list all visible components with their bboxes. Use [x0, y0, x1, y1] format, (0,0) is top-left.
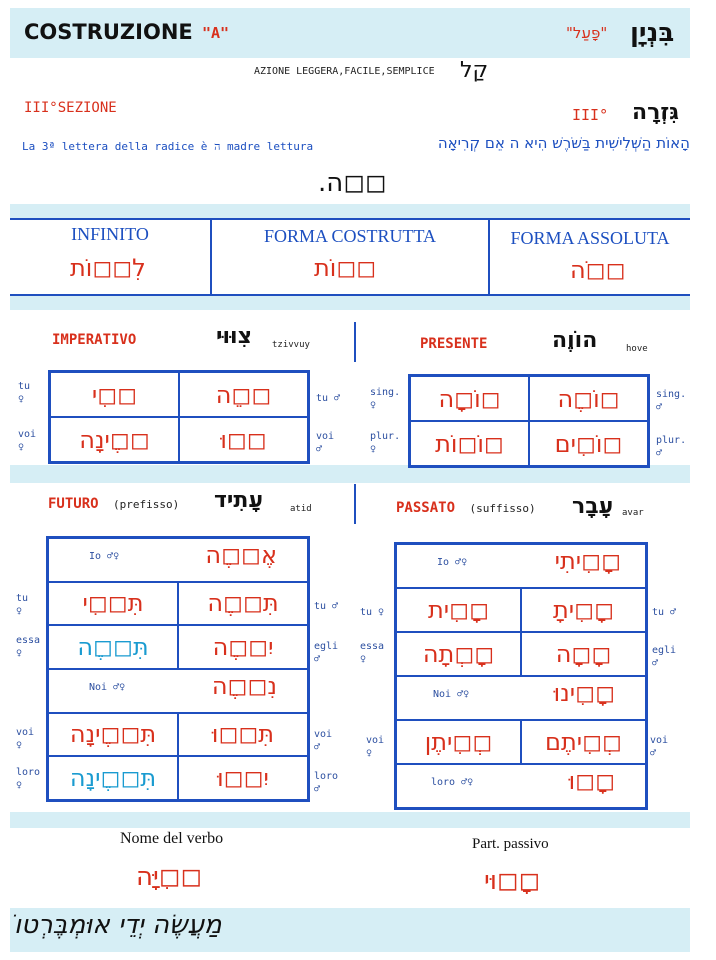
future-subtitle: (prefisso): [113, 498, 180, 511]
infinitive-label: INFINITO: [71, 224, 149, 244]
side-label: plur. ♂: [656, 435, 687, 459]
side-label: egli ♂: [652, 645, 677, 669]
side-label: plur. ♀: [370, 431, 401, 455]
side-label: sing. ♂: [656, 389, 687, 413]
side-label: voi ♀: [18, 429, 37, 453]
construct-form: ◻◻וֹת: [314, 254, 377, 282]
divider-line: [354, 322, 356, 362]
pael-label: "פָּעַל": [566, 24, 608, 42]
binyan-title: בִּנְיָן: [630, 18, 675, 48]
gizra-number: III°: [572, 106, 609, 124]
imperative-cell: ◻◻ִי: [50, 372, 179, 417]
absolute-form: ◻◻ֹה: [570, 256, 626, 284]
future-noi-row: [48, 669, 308, 713]
side-label: voi ♀: [366, 735, 385, 759]
past-subtitle: (suffisso): [469, 502, 536, 515]
past-io-label: Io ♂♀: [437, 557, 468, 568]
past-translit: avar: [622, 508, 644, 518]
construct-label: FORMA COSTRUTTA: [263, 226, 437, 246]
page-title: COSTRUZIONE: [24, 20, 193, 44]
side-label: tu ♀: [16, 593, 29, 617]
infinitive-form: לִ◻◻וֹת: [70, 254, 146, 282]
future-cell: תִּ◻◻ֶינָה: [48, 713, 178, 757]
side-label: tu ♀: [360, 607, 385, 618]
side-label: loro ♂: [314, 771, 339, 795]
side-label: voi ♂: [316, 431, 335, 455]
future-table: [46, 536, 310, 802]
future-cell: יִ◻◻וּ: [178, 756, 308, 800]
divider-band: [10, 204, 690, 218]
side-label: loro ♀: [16, 767, 41, 791]
future-noi-form: נִ◻◻ֶה: [211, 672, 277, 700]
present-translit: hove: [626, 344, 648, 354]
past-title-text: PASSATO: [396, 500, 456, 516]
side-label: tu ♀: [18, 381, 31, 405]
divider-line: [354, 484, 356, 524]
divider-band: [10, 812, 690, 828]
side-label: tu ♂: [652, 607, 677, 618]
side-label: voi ♀: [16, 727, 35, 751]
future-cell: תִּ◻◻וּ: [178, 713, 308, 757]
side-label: tu ♂: [316, 393, 341, 404]
side-label: voi ♂: [314, 729, 333, 753]
past-noi-label: Noi ♂♀: [433, 689, 470, 700]
present-cell: ◻וֹ◻ִים: [529, 421, 648, 466]
side-label: voi ♂: [650, 735, 669, 759]
present-table: [408, 374, 650, 468]
present-title-he: הוֹוֶה: [552, 328, 598, 353]
future-io-row: [48, 538, 308, 582]
gizra-title: גִּזְרָה: [632, 100, 679, 125]
past-cell: ◻ְ◻ִיתֶם: [521, 720, 646, 764]
root-pattern: ◻◻ה.: [318, 168, 387, 198]
imperative-title: IMPERATIVO: [52, 332, 137, 348]
qal-label: קַל: [460, 58, 489, 83]
future-cell: תִּ◻◻ֶה: [178, 582, 308, 626]
future-translit: atid: [290, 504, 312, 514]
passive-form: ◻ָ◻וּי: [484, 866, 541, 896]
future-cell: תִּ◻◻ֶה: [48, 625, 178, 669]
past-io-row: [396, 544, 646, 588]
imperative-cell: ◻◻וּ: [179, 417, 308, 462]
past-noi-row: [396, 676, 646, 720]
past-noi-form: ◻ָ◻ִינוּ: [553, 679, 615, 707]
past-loro-form: ◻ָ◻וּ: [568, 767, 615, 795]
author-credit: מַעֲשֶׂה יְדֵי אוּמְבֶּרְטוֹ: [14, 910, 222, 940]
rule-hebrew: הָאוֹת הַשְּׁלִישִׁית בַּשֹּׁרֶשׁ הִיא ה אֵם קְרִיאָה: [437, 134, 690, 152]
present-title: PRESENTE: [420, 336, 488, 352]
past-cell: ◻ָ◻ִית: [396, 588, 521, 632]
side-label: egli ♂: [314, 641, 339, 665]
past-cell: ◻ָ◻ְתָה: [396, 632, 521, 676]
section-title-text: III°SEZIONE: [24, 100, 117, 116]
past-cell: ◻ְ◻ִיתֶן: [396, 720, 521, 764]
future-title-text: FUTURO: [48, 496, 99, 512]
side-label: essa ♀: [360, 641, 385, 665]
imperative-title-he: צִוּוּי: [216, 324, 252, 349]
past-cell: ◻ָ◻ִיתָ: [521, 588, 646, 632]
rule-italian: La 3ª lettera della radice è ה madre lettura: [22, 140, 314, 153]
future-title: [48, 496, 179, 512]
future-noi-label: Noi ♂♀: [89, 682, 126, 693]
past-loro-label: loro ♂♀: [431, 777, 474, 788]
passive-label: Part. passivo: [472, 836, 549, 852]
absolute-label: FORMA ASSOLUTA: [510, 228, 670, 248]
future-cell: יִ◻◻ֶה: [178, 625, 308, 669]
section-title: [24, 100, 117, 116]
variant-label: "A": [202, 24, 230, 42]
infinitive-box: [10, 218, 690, 296]
future-io-form: אֶ◻◻ֶה: [205, 541, 277, 569]
past-title: [396, 500, 536, 516]
present-cell: ◻וֹ◻ָה: [410, 376, 529, 421]
past-title-he: עָבָר: [572, 494, 614, 519]
imperative-translit: tzivvuy: [272, 340, 310, 350]
divider-band: [10, 296, 690, 310]
past-loro-row: [396, 764, 646, 808]
action-description: AZIONE LEGGERA,FACILE,SEMPLICE: [254, 66, 435, 77]
future-io-label: Io ♂♀: [89, 551, 120, 562]
side-label: tu ♂: [314, 601, 339, 612]
side-label: essa ♀: [16, 635, 41, 659]
noun-label: Nome del verbo: [120, 830, 224, 847]
future-cell: תִּ◻◻ִי: [48, 582, 178, 626]
future-title-he: עָתִיד: [214, 488, 264, 513]
noun-form: ◻◻ִיָּה: [136, 862, 202, 892]
present-cell: ◻וֹ◻ֶה: [529, 376, 648, 421]
imperative-table: [48, 370, 310, 464]
imperative-cell: ◻◻ֵה: [179, 372, 308, 417]
present-cell: ◻וֹ◻וֹת: [410, 421, 529, 466]
past-cell: ◻ָ◻ָה: [521, 632, 646, 676]
imperative-cell: ◻◻ֶינָה: [50, 417, 179, 462]
side-label: sing. ♀: [370, 387, 401, 411]
past-io-form: ◻ָ◻ִיתִי: [554, 547, 621, 575]
past-table: [394, 542, 648, 810]
future-cell: תִּ◻◻ֶינָה: [48, 756, 178, 800]
